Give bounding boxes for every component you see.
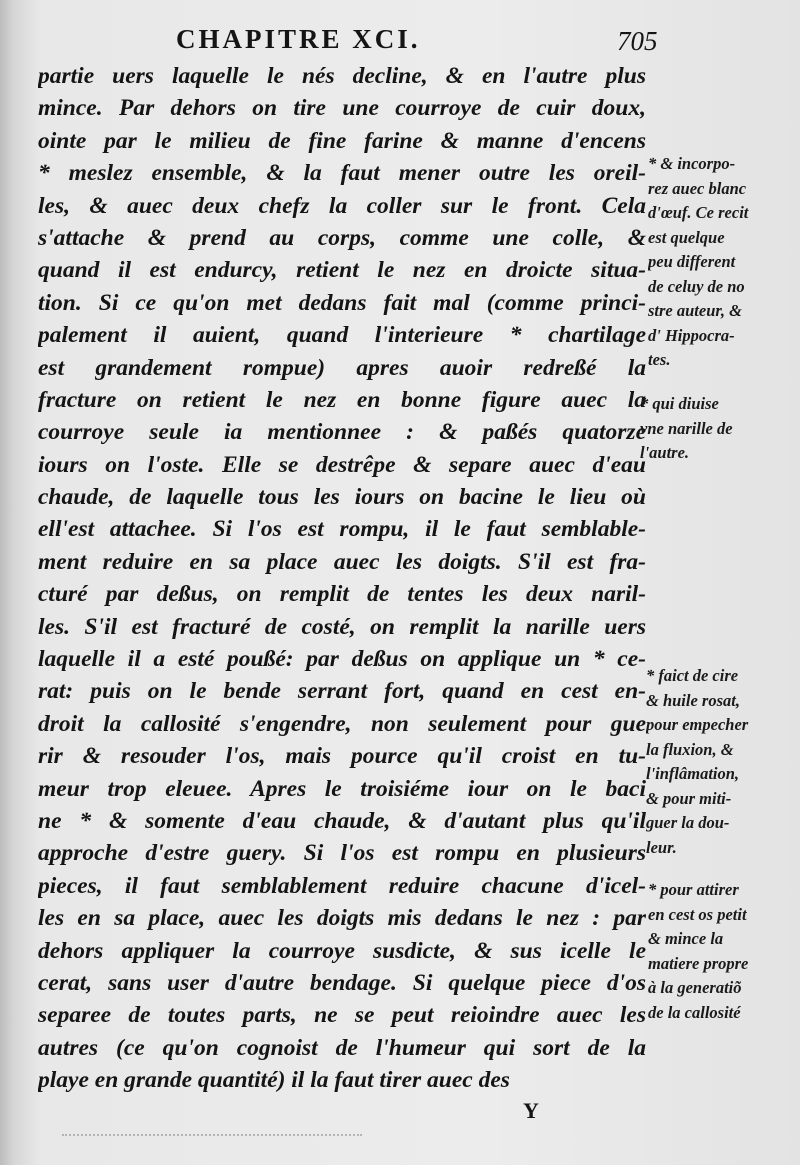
margin-note-line: & mince la xyxy=(648,929,724,948)
margin-note-line: * qui diuise xyxy=(640,394,719,413)
text-line: les. S'il est fracturé de costé, on remplit la narille uers xyxy=(38,613,646,640)
margin-note-line: vne narille de xyxy=(640,418,733,438)
margin-note-cire-huile xyxy=(646,664,796,860)
margin-note-line: guer la dou- xyxy=(646,813,730,832)
catchword: Y xyxy=(523,1098,539,1123)
text-line: ne * & somente d'eau chaude, & d'autant plus qu'il xyxy=(38,807,646,834)
text-line: ell'est attachee. Si l'os est rompu, il le faut semblable- xyxy=(38,516,646,543)
show-through-bleed xyxy=(662,95,782,135)
text-line: laquelle il a esté poußé: par deßus on applique un * ce- xyxy=(38,646,646,673)
text-line: rir & resouder l'os, mais pource qu'il croist en tu- xyxy=(38,743,646,770)
text-line: ointe par le milieu de fine farine & manne d'encens xyxy=(38,127,646,154)
bleed-through-mark xyxy=(62,1134,362,1150)
margin-note-line: l'inflâmation, xyxy=(646,764,740,783)
text-line: cerat, sans user d'autre bendage. Si quelque piece d'os xyxy=(38,969,646,996)
margin-note-line: de celuy de no xyxy=(648,276,745,296)
margin-note-line: en cest os petit xyxy=(648,904,747,924)
text-line: playe en grande quantité) il la faut tirer auec des xyxy=(38,1067,510,1094)
text-line: les en sa place, auec les doigts mis dedans le nez : par xyxy=(38,905,646,932)
text-line: ment reduire en sa place auec les doigts. S'il est fra- xyxy=(38,548,646,575)
margin-note-line: à la generatiõ xyxy=(648,978,742,997)
text-line: pieces, il faut semblablement reduire chacune d'icel- xyxy=(38,872,646,899)
text-line: palement il auient, quand l'interieure * chartilage xyxy=(38,322,646,349)
page-header xyxy=(0,22,800,58)
margin-note-line: stre auteur, & xyxy=(648,301,742,320)
margin-note-qui-diuise xyxy=(640,392,790,466)
margin-note-line: de la callosité xyxy=(648,1002,741,1022)
margin-note-line: pour empecher xyxy=(646,715,749,734)
margin-note-line: & huile rosat, xyxy=(646,690,740,710)
margin-note-line: l'autre. xyxy=(640,443,690,462)
text-line: dehors appliquer la courroye susdicte, & sus icelle le xyxy=(38,937,646,964)
text-line: chaude, de laquelle tous les iours on bacine le lieu où xyxy=(38,484,646,511)
text-line: s'attache & prend au corps, comme une colle, & xyxy=(38,224,646,251)
text-line: meur trop eleuee. Apres le troisiéme iour on le baci xyxy=(38,775,646,802)
text-line: partie uers laquelle le nés decline, & en l'autre plus xyxy=(38,63,646,89)
text-line: approche d'estre guery. Si l'os est rompu en plusieurs xyxy=(38,840,646,867)
margin-note-line: matiere propre xyxy=(648,953,749,973)
text-line: rat: puis on le bende serrant fort, quand en cest en- xyxy=(38,678,646,705)
margin-note-line: d'œuf. Ce recit xyxy=(648,203,749,222)
text-line: iours on l'oste. Elle se destrêpe & separe auec d'eau xyxy=(38,451,646,478)
text-line: * meslez ensemble, & la faut mener outre les oreil- xyxy=(38,160,646,187)
margin-note-line: rez auec blanc xyxy=(648,178,747,198)
margin-note-line: * faict de cire xyxy=(646,666,739,685)
margin-note-line: la fluxion, & xyxy=(646,739,734,759)
text-line: les, & auec deux chefz la coller sur le front. Cela xyxy=(38,192,646,219)
text-line: separee de toutes parts, ne se peut reioindre auec les xyxy=(38,1002,646,1029)
margin-note-line: d' Hippocra- xyxy=(648,325,735,345)
margin-note-line: leur. xyxy=(646,837,677,857)
margin-note-incorporez xyxy=(648,152,798,373)
margin-note-line: tes. xyxy=(648,350,671,369)
main-text-block xyxy=(38,60,646,1097)
text-line: tion. Si ce qu'on met dedans fait mal (comme princi- xyxy=(38,289,646,316)
margin-note-line: est quelque xyxy=(648,227,725,247)
page-number: 705 xyxy=(617,26,658,56)
text-line: est grandement rompue) apres auoir redreßé la xyxy=(38,354,646,381)
text-line: autres (ce qu'on cognoist de l'humeur qui sort de la xyxy=(38,1034,646,1061)
margin-note-line: peu different xyxy=(648,252,736,271)
margin-note-attirer xyxy=(648,878,798,1025)
running-title: CHAPITRE XCI. xyxy=(176,24,421,54)
text-line: fracture on retient le nez en bonne figure auec la xyxy=(38,386,646,413)
text-line: droit la callosité s'engendre, non seulement pour gue xyxy=(38,710,646,737)
margin-note-line: * pour attirer xyxy=(648,880,739,899)
margin-note-line: * & incorpo- xyxy=(648,154,736,173)
text-line: quand il est endurcy, retient le nez en droicte situa- xyxy=(38,257,646,284)
text-line: mince. Par dehors on tire une courroye de cuir doux, xyxy=(38,95,646,122)
text-line: cturé par deßus, on remplit de tentes les deux naril- xyxy=(38,581,646,608)
text-line: courroye seule ia mentionnee : & paßés quatorze xyxy=(38,419,646,446)
margin-note-line: & pour miti- xyxy=(646,788,732,808)
